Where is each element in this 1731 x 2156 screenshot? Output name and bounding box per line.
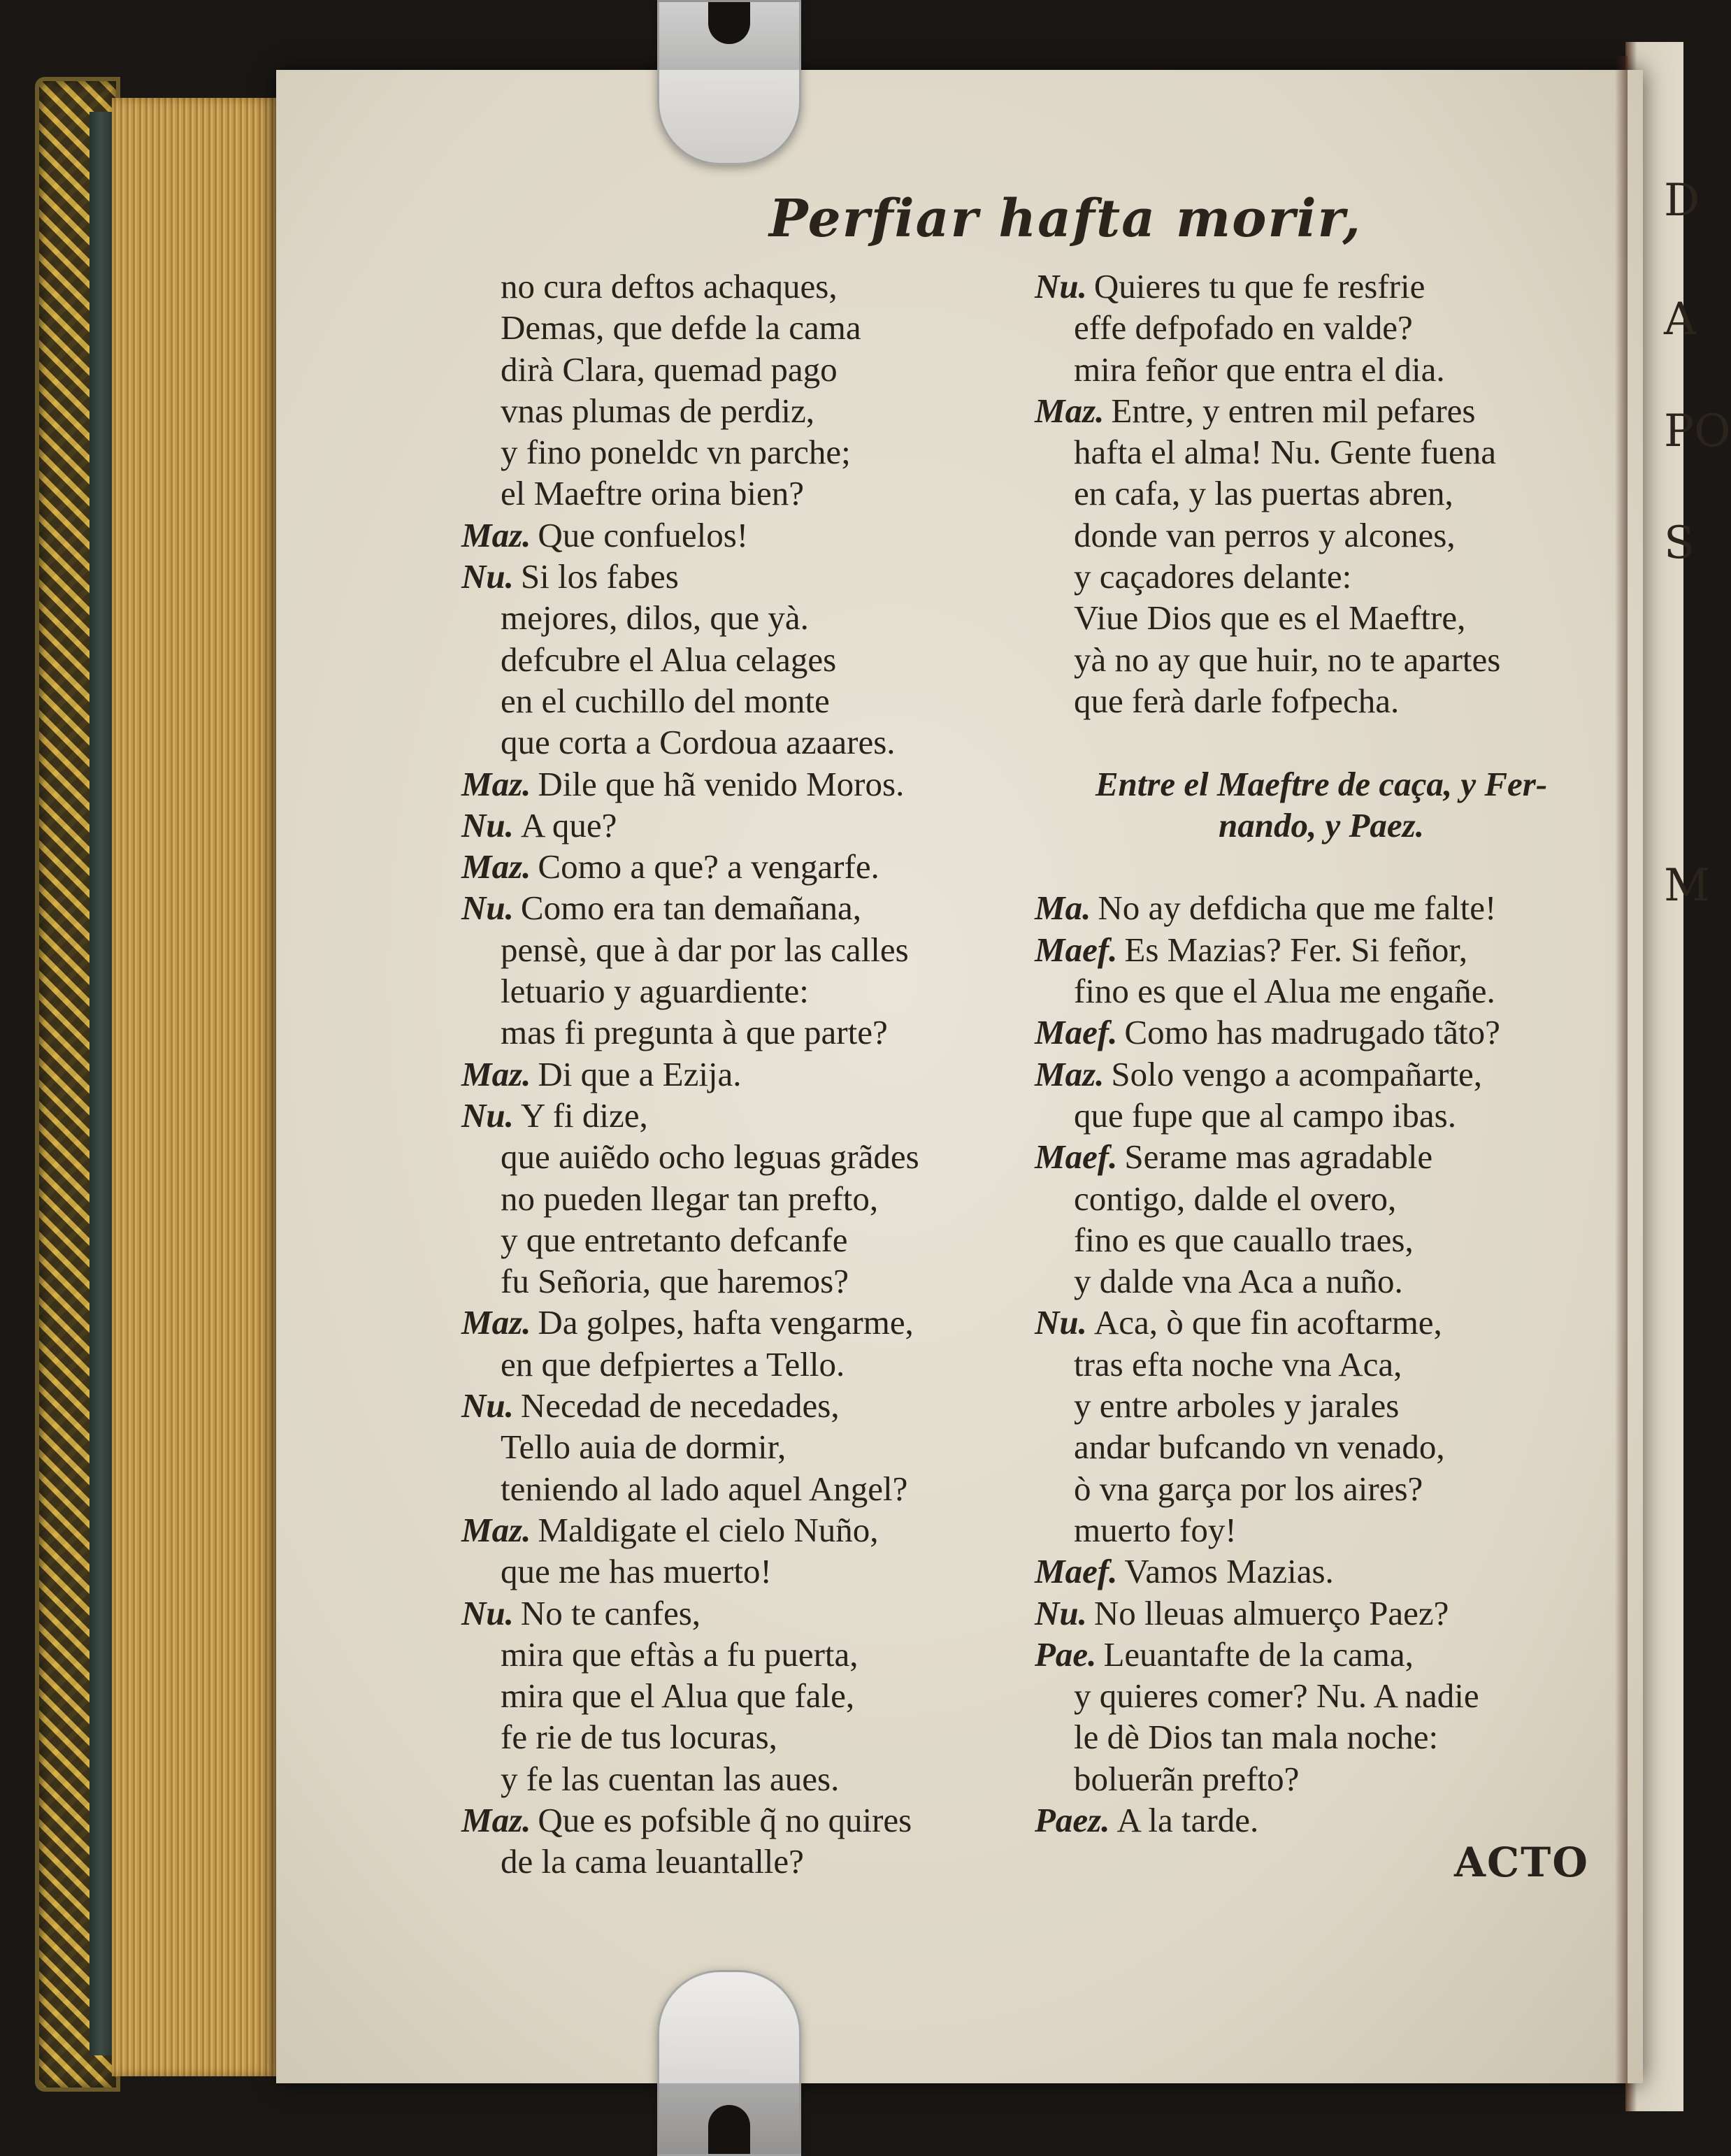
verse-line xyxy=(461,1593,1049,1634)
verse-line xyxy=(1035,473,1608,514)
verse-text: boluerãn prefto? xyxy=(1074,1759,1300,1798)
verse-text: Viue Dios que es el Maeftre, xyxy=(1074,598,1466,638)
verse-line xyxy=(461,473,1049,514)
speaker-name: Maef. xyxy=(1035,930,1118,969)
speaker-name: Nu. xyxy=(1035,267,1087,306)
page-fore-edge xyxy=(112,98,280,2076)
verse-line xyxy=(1035,970,1608,1012)
verse-line xyxy=(461,1095,1049,1136)
verse-line xyxy=(461,680,1049,721)
speaker-name: Maz. xyxy=(461,515,531,554)
verse-text: Que es pofsible q̃ no quires xyxy=(538,1800,912,1839)
facing-page-letter: A xyxy=(1664,294,1697,345)
page-clip-top xyxy=(657,0,801,165)
verse-line xyxy=(1035,1219,1608,1260)
left-text-column xyxy=(461,266,1049,1883)
verse-line xyxy=(461,887,1049,928)
verse-text: fino es que cauallo traes, xyxy=(1074,1220,1414,1259)
verse-line xyxy=(1035,307,1608,348)
verse-text: teniendo al lado aquel Angel? xyxy=(501,1469,908,1508)
verse-text: pensè, que à dar por las calles xyxy=(501,930,909,969)
speaker-name: Nu. xyxy=(461,1593,514,1632)
speaker-name: Nu. xyxy=(461,1386,514,1425)
verse-line xyxy=(1035,597,1608,638)
verse-line xyxy=(461,390,1049,431)
verse-text: mejores, dilos, que yà. xyxy=(501,598,809,638)
verse-line xyxy=(1035,1054,1608,1095)
verse-text: en el cuchillo del monte xyxy=(501,681,830,720)
facing-page-letter: D xyxy=(1664,175,1700,227)
verse-text: tras efta noche vna Aca, xyxy=(1074,1344,1402,1384)
verse-text: Si los fabes xyxy=(520,557,679,596)
speaker-name: Maz. xyxy=(461,764,531,803)
verse-text: contigo, dalde el overo, xyxy=(1074,1179,1397,1218)
verse-line xyxy=(461,431,1049,473)
speaker-name: Maef. xyxy=(1035,1552,1118,1591)
verse-text: fe rie de tus locuras, xyxy=(501,1718,777,1757)
verse-text: Dile que hã venido Moros. xyxy=(538,764,905,803)
verse-text: que me has muerto! xyxy=(501,1552,772,1591)
verse-text: fu Señoria, que haremos? xyxy=(501,1262,849,1301)
verse-line xyxy=(461,1634,1049,1675)
verse-text: y quieres comer? Nu. A nadie xyxy=(1074,1676,1479,1716)
verse-line xyxy=(461,639,1049,680)
verse-line xyxy=(1035,556,1608,597)
verse-text: en cafa, y las puertas abren, xyxy=(1074,474,1453,513)
verse-line xyxy=(1035,1593,1608,1634)
verse-line xyxy=(461,929,1049,970)
verse-text: Vamos Mazias. xyxy=(1124,1552,1334,1591)
blank-line xyxy=(1035,846,1608,887)
verse-text: vnas plumas de perdiz, xyxy=(501,391,815,430)
verse-text: mas fi pregunta à que parte? xyxy=(501,1013,888,1052)
verse-line xyxy=(461,721,1049,763)
verse-line xyxy=(1035,1178,1608,1219)
speaker-name: Maz. xyxy=(1035,391,1105,430)
catchword: ACTO xyxy=(1454,1839,1589,1886)
verse-text: ò vna garça por los aires? xyxy=(1074,1469,1423,1508)
verse-line xyxy=(1035,1012,1608,1053)
verse-line xyxy=(461,1302,1049,1343)
verse-line xyxy=(461,763,1049,805)
speaker-name: Nu. xyxy=(1035,1593,1087,1632)
verse-line xyxy=(1035,1468,1608,1509)
verse-text: Serame mas agradable xyxy=(1124,1137,1433,1177)
verse-text: Y fi dize, xyxy=(520,1095,648,1135)
verse-line xyxy=(1035,1799,1608,1841)
verse-text: letuario y aguardiente: xyxy=(501,972,809,1011)
speaker-name: Nu. xyxy=(461,805,514,845)
verse-line xyxy=(1035,1344,1608,1385)
verse-text: no pueden llegar tan prefto, xyxy=(501,1179,879,1218)
verse-line xyxy=(1035,887,1608,928)
speaker-name: Nu. xyxy=(461,1095,514,1135)
verse-line xyxy=(461,556,1049,597)
verse-text: andar bufcando vn venado, xyxy=(1074,1428,1445,1467)
stage-direction: Entre el Maeftre de caça, y Fer- xyxy=(1095,764,1548,803)
verse-text: y caçadores delante: xyxy=(1074,557,1352,596)
verse-line xyxy=(461,1260,1049,1302)
speaker-name: Maef. xyxy=(1035,1137,1118,1177)
verse-text: effe defpofado en valde? xyxy=(1074,308,1413,347)
verse-text: Como a que? a vengarfe. xyxy=(538,847,879,886)
verse-text: Necedad de necedades, xyxy=(520,1386,840,1425)
verse-line xyxy=(1035,639,1608,680)
verse-text: Es Mazias? Fer. Si feñor, xyxy=(1124,930,1468,969)
speaker-name: Maz. xyxy=(461,1303,531,1342)
verse-text: que fupe que al campo ibas. xyxy=(1074,1095,1456,1135)
verse-text: Demas, que defde la cama xyxy=(501,308,861,347)
verse-line xyxy=(461,805,1049,846)
verse-line xyxy=(461,970,1049,1012)
verse-text: Quieres tu que fe resfrie xyxy=(1093,267,1425,306)
blank-line xyxy=(1035,721,1608,763)
verse-line xyxy=(1035,1136,1608,1177)
cover-spine-strip xyxy=(89,112,112,2055)
verse-text: Da golpes, hafta vengarme, xyxy=(538,1303,914,1342)
verse-line xyxy=(1035,431,1608,473)
verse-text: y fe las cuentan las aues. xyxy=(501,1759,840,1798)
verse-line xyxy=(461,1799,1049,1841)
verse-line xyxy=(461,307,1049,348)
verse-line xyxy=(461,1178,1049,1219)
speaker-name: Paez. xyxy=(1035,1800,1110,1839)
verse-text: de la cama leuantalle? xyxy=(501,1842,804,1881)
verse-text: No te canfes, xyxy=(520,1593,701,1632)
verse-text: y fino poneldc vn parche; xyxy=(501,433,851,472)
page-clip-bottom xyxy=(657,1970,801,2156)
verse-line xyxy=(1035,266,1608,307)
verse-text: muerto foy! xyxy=(1074,1510,1237,1549)
verse-line xyxy=(461,266,1049,307)
speaker-name: Nu. xyxy=(1035,1303,1087,1342)
verse-text: y dalde vna Aca a nuño. xyxy=(1074,1262,1403,1301)
verse-line xyxy=(461,1841,1049,1882)
speaker-name: Pae. xyxy=(1035,1634,1097,1674)
verse-text: donde van perros y alcones, xyxy=(1074,515,1456,554)
verse-text: el Maeftre orina bien? xyxy=(501,474,804,513)
verse-text: que auiẽdo ocho leguas grãdes xyxy=(501,1137,919,1177)
verse-line xyxy=(1035,1758,1608,1799)
verse-line xyxy=(461,1675,1049,1716)
speaker-name: Maz. xyxy=(461,1510,531,1549)
verse-text: que ferà darle fofpecha. xyxy=(1074,681,1400,720)
verse-line xyxy=(461,1426,1049,1467)
verse-text: mira que el Alua que fale, xyxy=(501,1676,855,1716)
verse-text: No ay defdicha que me falte! xyxy=(1098,889,1497,928)
verse-line xyxy=(461,1509,1049,1551)
verse-line xyxy=(1035,1509,1608,1551)
verse-line xyxy=(1035,1675,1608,1716)
verse-line xyxy=(1035,1260,1608,1302)
verse-line xyxy=(1035,1302,1608,1343)
speaker-name: Nu. xyxy=(461,557,514,596)
verse-line xyxy=(1035,349,1608,390)
verse-text: mira que eftàs a fu puerta, xyxy=(501,1634,859,1674)
speaker-name: Ma. xyxy=(1035,889,1091,928)
stage-direction: nando, y Paez. xyxy=(1219,805,1424,845)
verse-line xyxy=(1035,1551,1608,1592)
speaker-name: Maz. xyxy=(461,847,531,886)
verse-line xyxy=(1035,1426,1608,1467)
verse-text: defcubre el Alua celages xyxy=(501,640,837,679)
verse-text: Que confuelos! xyxy=(538,515,749,554)
verse-line xyxy=(1035,1095,1608,1136)
verse-line xyxy=(1035,680,1608,721)
verse-text: y que entretanto defcanfe xyxy=(501,1220,848,1259)
verse-text: Di que a Ezija. xyxy=(538,1054,742,1093)
verse-text: A que? xyxy=(520,805,617,845)
verse-line xyxy=(1035,1385,1608,1426)
speaker-name: Maef. xyxy=(1035,1013,1118,1052)
verse-line xyxy=(461,846,1049,887)
verse-text: no cura deftos achaques, xyxy=(501,267,838,306)
verse-text: y entre arboles y jarales xyxy=(1074,1386,1400,1425)
verse-line xyxy=(1035,390,1608,431)
speaker-name: Maz. xyxy=(461,1800,531,1839)
speaker-name: Maz. xyxy=(1035,1054,1105,1093)
facing-page-letter: PO xyxy=(1664,405,1731,457)
right-text-column xyxy=(1035,266,1608,1841)
verse-line xyxy=(461,515,1049,556)
verse-text: Maldigate el cielo Nuño, xyxy=(538,1510,879,1549)
verse-text: Leuantafte de la cama, xyxy=(1103,1634,1414,1674)
verse-line xyxy=(461,1468,1049,1509)
verse-text: Como has madrugado tãto? xyxy=(1124,1013,1500,1052)
verse-text: mira feñor que entra el dia. xyxy=(1074,350,1445,389)
verse-text: hafta el alma! Nu. Gente fuena xyxy=(1074,433,1497,472)
verse-text: Tello auia de dormir, xyxy=(501,1428,787,1467)
verse-text: Aca, ò que fin acoftarme, xyxy=(1093,1303,1442,1342)
gutter-shadow xyxy=(1615,56,1628,2083)
verse-line xyxy=(461,1551,1049,1592)
facing-page-letter: M xyxy=(1664,860,1710,912)
verse-line xyxy=(461,597,1049,638)
verse-line xyxy=(461,1012,1049,1053)
verse-text: A la tarde. xyxy=(1116,1800,1259,1839)
verse-line xyxy=(461,1716,1049,1758)
speaker-name: Nu. xyxy=(461,889,514,928)
verse-line xyxy=(461,1136,1049,1177)
speaker-name: Maz. xyxy=(461,1054,531,1093)
verse-line xyxy=(461,1219,1049,1260)
verse-text: yà no ay que huir, no te apartes xyxy=(1074,640,1501,679)
verse-line xyxy=(1035,515,1608,556)
verse-text: en que defpiertes a Tello. xyxy=(501,1344,845,1384)
verse-line xyxy=(461,349,1049,390)
facing-page-letter: S xyxy=(1664,517,1695,569)
verse-line xyxy=(461,1758,1049,1799)
verse-text: Como era tan demañana, xyxy=(520,889,861,928)
verse-text: le dè Dios tan mala noche: xyxy=(1074,1718,1439,1757)
verse-text: fino es que el Alua me engañe. xyxy=(1074,972,1495,1011)
verse-text: que corta a Cordoua azaares. xyxy=(501,723,896,762)
verse-line xyxy=(461,1344,1049,1385)
running-header: Perfiar hafta morir, xyxy=(769,189,1362,249)
verse-text: No lleuas almuerço Paez? xyxy=(1093,1593,1449,1632)
verse-line xyxy=(1035,1716,1608,1758)
verse-text: Entre, y entren mil pefares xyxy=(1111,391,1476,430)
verse-text: dirà Clara, quemad pago xyxy=(501,350,838,389)
verse-line xyxy=(461,1054,1049,1095)
verse-line xyxy=(1035,929,1608,970)
verse-line xyxy=(1035,1634,1608,1675)
verse-line xyxy=(461,1385,1049,1426)
verse-text: Solo vengo a acompañarte, xyxy=(1111,1054,1483,1093)
